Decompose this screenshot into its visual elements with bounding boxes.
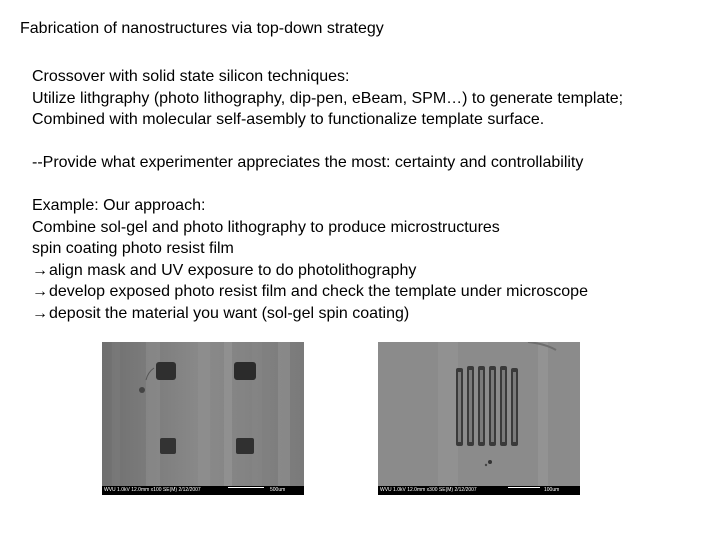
body-line: spin coating photo resist film (32, 240, 234, 257)
sem-image-pads (102, 342, 304, 495)
sem-scale-text: 100um (544, 487, 560, 493)
arrow-step (32, 281, 623, 303)
scale-bar (508, 487, 540, 488)
arrow-step-text: deposit the material you want (sol-gel spin coating) (49, 304, 410, 322)
body-line: Example: Our approach: (32, 197, 206, 214)
arrow-icon: → (32, 283, 48, 300)
body-line: --Provide what experimenter appreciates the most: certainty and controllability (32, 154, 584, 171)
body-line (32, 131, 623, 153)
sem-micrograph-grating (378, 342, 580, 486)
body-line: Crossover with solid state silicon techniques: (32, 68, 350, 85)
arrow-step (32, 303, 623, 325)
body-line: Utilize lithgraphy (photo lithography, dip-pen, eBeam, SPM…) to generate template; (32, 89, 624, 107)
arrow-icon: → (32, 261, 48, 279)
body-line: Combine sol-gel and photo lithography to produce microstructures (32, 218, 500, 236)
sem-info-text: WVU 1.0kV 12.0mm x100 SE(M) 2/12/2007 (104, 487, 201, 493)
scale-bar (228, 487, 264, 488)
slide-title: Fabrication of nanostructures via top-down strategy (20, 20, 384, 37)
body-line: Combined with molecular self-asembly to functionalize template surface. (32, 111, 545, 128)
sem-micrograph-pads (102, 342, 304, 486)
body-line (32, 174, 623, 196)
arrow-step-text: align mask and UV exposure to do photolithography (49, 261, 417, 279)
slide-body (32, 66, 623, 324)
sem-image-grating (378, 342, 580, 495)
sem-info-text: WVU 1.0kV 12.0mm x300 SE(M) 2/12/2007 (380, 487, 477, 493)
arrow-step (32, 260, 623, 282)
arrow-step-text: develop exposed photo resist film and check the template under microscope (49, 283, 588, 300)
sem-scale-text: 500um (270, 487, 286, 493)
arrow-icon: → (32, 304, 48, 322)
